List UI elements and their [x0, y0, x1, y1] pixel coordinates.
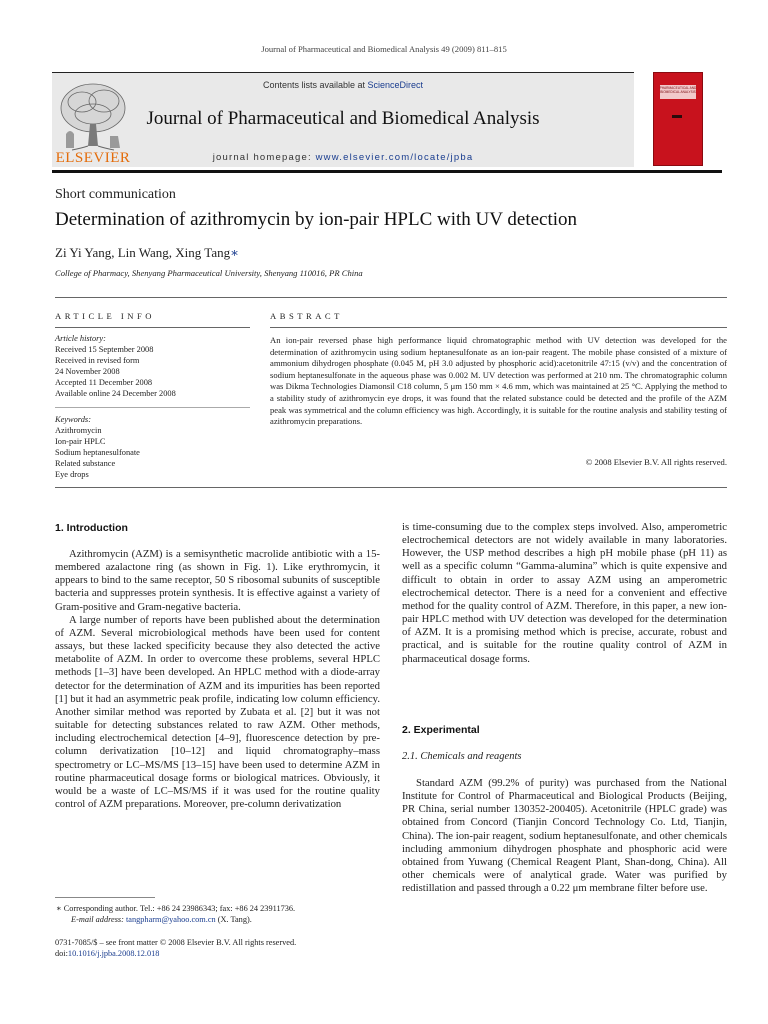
history-line: 24 November 2008: [55, 366, 120, 376]
keywords: [55, 415, 250, 480]
contents-prefix: Contents lists available at: [262, 80, 368, 90]
abstract-rule: [270, 327, 727, 328]
elsevier-wordmark: ELSEVIER: [55, 150, 131, 166]
article-type: Short communication: [55, 187, 176, 202]
header-divider: [55, 297, 727, 298]
journal-cover-thumbnail[interactable]: [653, 72, 703, 166]
email-suffix: (X. Tang).: [215, 915, 252, 924]
article-info-rule: [55, 327, 250, 328]
email-link[interactable]: tangpharm@yahoo.com.cn: [126, 915, 216, 924]
abstract-text: An ion-pair reversed phase high performance liquid chromatographic method with UV detection was developed for the determination of azithromycin using sodium heptanesulfonate as an ion-pair reagent. The mobile phase consisted of a mixture of ammonium dihydrogen phosphate (0.045 M, pH 3.0 adjusted by phosphoric acid):acetonitrile 47:15 (v/v) and the concentration of sodium heptanesulfonate in the aqueous phase was 0.002 M. UV detection was performed at 210 nm. The chromatographic column was Dikma Technologies Diamonsil C18 column, 5 μm 150 mm × 4.6 mm, which was maintained at 25 °C. Applying the method to a stability study of azithromycin eye drops, it was found that the related substance could be detected and the profile of the AZM peak was symmetrical and the column efficiency was high. Accordingly, it is suitable for the routine analysis and stability testing of azithromycin preparations.: [270, 335, 727, 427]
publication-info: [55, 937, 380, 959]
copyright: © 2008 Elsevier B.V. All rights reserved.: [585, 457, 727, 467]
subsection-heading-chemicals: 2.1. Chemicals and reagents: [402, 751, 522, 762]
running-head: Journal of Pharmaceutical and Biomedical Analysis 49 (2009) 811–815: [261, 44, 507, 54]
affiliation: College of Pharmacy, Shenyang Pharmaceutical University, Shenyang 110016, PR China: [55, 268, 363, 278]
issn-line: 0731-7085/$ – see front matter © 2008 Elsevier B.V. All rights reserved.: [55, 938, 297, 947]
paragraph: is time-consuming due to the complex steps involved. Also, amperometric electrochemical detectors are not widely available in many laboratories. However, the USP method describes a high pH mobile phase (pH 11) as well as a specific column “Gamma-alumina” which is quite expensive and difficult to obtain in order to assay AZM using an amperometric electrochemical detector. There is a need for a convenient and effective method for the quality control of AZM. Therefore, in this paper, a new ion-pair HPLC method with UV detection was developed for the determination of AZM. It is a promising method which is precise, accurate, robust and practical, and is suitable for the routine quality control of AZM in pharmaceutical dosage forms.: [402, 521, 727, 665]
article-history: [55, 334, 250, 399]
history-line: Accepted 11 December 2008: [55, 377, 153, 387]
cover-title: PHARMACEUTICAL AND BIOMEDICAL ANALYSIS: [659, 86, 697, 94]
homepage-line: [52, 152, 634, 163]
cover-mark: [672, 115, 682, 118]
corresponding-author-link[interactable]: ∗: [230, 245, 239, 260]
email-label: E-mail address:: [71, 915, 126, 924]
footnote-rule: [55, 897, 155, 898]
email-line: [55, 914, 380, 925]
journal-title: Journal of Pharmaceutical and Biomedical Analysis: [146, 108, 540, 129]
homepage-link[interactable]: www.elsevier.com/locate/jpba: [315, 152, 474, 163]
article-title: Determination of azithromycin by ion-pair HPLC with UV detection: [55, 209, 578, 230]
sciencedirect-link[interactable]: ScienceDirect: [367, 80, 424, 90]
history-line: Available online 24 December 2008: [55, 388, 176, 398]
history-line: Received in revised form: [55, 355, 140, 365]
paragraph: Azithromycin (AZM) is a semisynthetic macrolide antibiotic with a 15-membered azalactone ring (as shown in Fig. 1). Like erythromycin, it appears to bind to the same receptor, 50 S ribosomal subunits of susceptible bacteria and suppresses protein synthesis. It is effective against a variety of Gram-positive and Gram-negative bacteria.: [55, 548, 380, 613]
authors-text: Zi Yi Yang, Lin Wang, Xing Tang: [55, 245, 231, 260]
author-list: [55, 245, 239, 261]
keyword: Related substance: [55, 458, 116, 468]
keywords-rule: [55, 407, 250, 408]
doi-label: doi:: [55, 949, 68, 958]
keywords-head: Keywords:: [55, 415, 91, 424]
history-line: Received 15 September 2008: [55, 344, 154, 354]
chemicals-text: [402, 777, 727, 895]
abstract-bottom-rule: [55, 487, 727, 488]
article-history-head: Article history:: [55, 334, 106, 343]
homepage-prefix: journal homepage:: [212, 152, 316, 163]
keyword: Azithromycin: [55, 425, 102, 435]
footnote-mark: ∗: [56, 904, 62, 913]
keyword: Ion-pair HPLC: [55, 436, 106, 446]
section-heading-introduction: 1. Introduction: [55, 522, 128, 534]
abstract-label: ABSTRACT: [270, 311, 343, 321]
footnote-corresponding: Corresponding author. Tel.: +86 24 23986343; fax: +86 24 23911736.: [63, 904, 296, 913]
section-heading-experimental: 2. Experimental: [402, 724, 480, 736]
contents-line: [52, 80, 634, 90]
corresponding-author-note: [55, 903, 380, 914]
keyword: Sodium heptanesulfonate: [55, 447, 140, 457]
keyword: Eye drops: [55, 469, 89, 479]
corresponding-footnote: [55, 903, 380, 925]
paragraph: Standard AZM (99.2% of purity) was purchased from the National Institute for Control of Pharmaceutical and Biological Products (Beijing, PR China, serial number 130352-200405). Acetonitrile (HPLC grade) was obtained from Concord (Tianjin Concord Technology Co. Ltd, Tianjin, China). The ion-pair reagent, sodium heptanesulfonate, and other chemicals including ammonium dihydrogen phosphate and phosphoric acid were obtained from Yuwang (Chemical Reagent Plant, Shan-dong, China). All other chemicals were of analytical grade. Water was purified by redistillation and passed through a 0.22 μm membrane filter before use.: [402, 777, 727, 895]
introduction-text: [55, 548, 380, 811]
paragraph: A large number of reports have been published about the determination of AZM. Several microbiological methods have been used for content assays, but these lacked specificity because they also detected the active metabolite of AZM. In order to overcome these problems, several HPLC methods [1–3] have been developed. An HPLC method with a diode-array detector for the determination of AZM and its impurities has been reported [1] but it had an asymmetric peak profile, indicating low column efficiency. Another similar method was reported by Zubata et al. [2] but it was not suitable for detecting substances related to raw AZM. Other methods, including electrochemical detection [4–9], fluorescence detection by pre-column derivatization [10–12] and liquid chromatography–mass spectrometry or LC–MS/MS [13–15] have been used to determine AZM in routine pharmaceutical dosage forms or biological matrices. Obviously, it would be a waste of LC–MS/MS if it was used for the routine quality control of AZM preparations. Moreover, pre-column derivatization: [55, 613, 380, 810]
doi-link[interactable]: 10.1016/j.jpba.2008.12.018: [67, 949, 160, 958]
introduction-continued: [402, 521, 727, 666]
article-info-label: ARTICLE INFO: [55, 311, 155, 321]
masthead-rule: [52, 170, 722, 173]
doi-line: [55, 948, 380, 959]
